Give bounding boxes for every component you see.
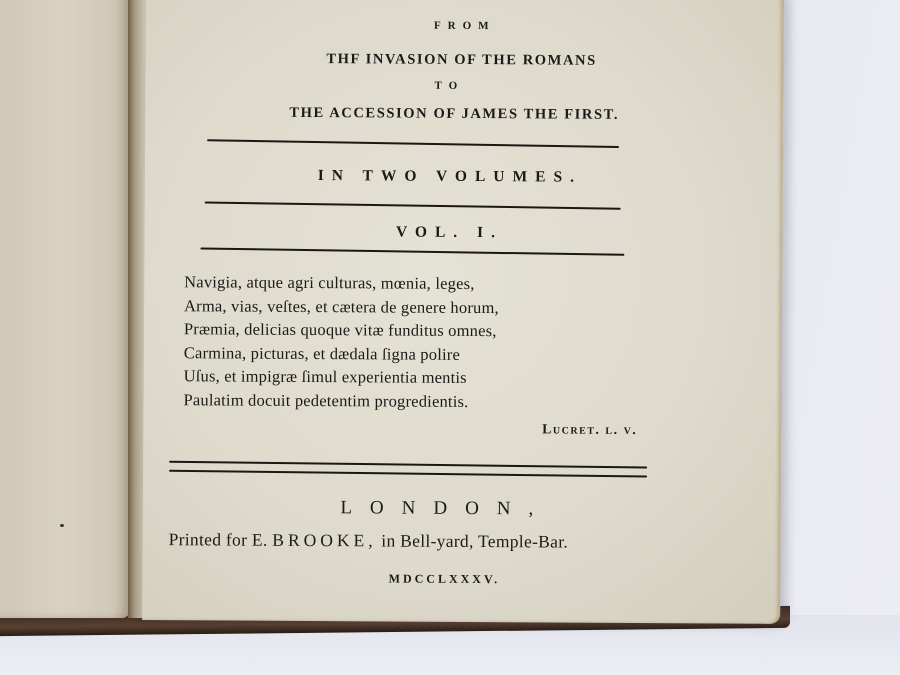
printer-prefix: Printed for E. <box>168 529 268 550</box>
epigraph-line: Navigia, atque agri culturas, mœnia, leges, <box>184 272 475 294</box>
rule-2 <box>205 202 621 210</box>
double-rule-bottom <box>169 470 647 478</box>
volume-number: VOL. I. <box>396 223 504 242</box>
epigraph-line: Præmia, delicias quoque vitæ funditus omnes, <box>183 319 497 341</box>
epigraph-line: Arma, vias, veſtes, et cætera de genere horum, <box>184 295 499 317</box>
rule-3 <box>200 247 624 255</box>
rule-1 <box>207 139 619 148</box>
printer-address: in Bell-yard, Temple-Bar. <box>381 530 569 552</box>
title-from: FROM <box>433 19 496 33</box>
epigraph-line: Paulatim docuit pedetentim progredientis. <box>183 389 469 411</box>
title-accession: THE ACCESSION OF JAMES THE FIRST. <box>289 104 620 123</box>
title-page <box>142 0 784 624</box>
epigraph <box>183 270 499 413</box>
imprint-date: MDCCLXXXV. <box>388 571 501 587</box>
double-rule-top <box>169 461 647 469</box>
epigraph-line: Carmina, picturas, et dædala ſigna polire <box>183 342 461 364</box>
ink-spot <box>60 524 64 527</box>
imprint-printer <box>169 529 569 552</box>
left-page <box>0 0 130 618</box>
title-to: TO <box>434 79 465 92</box>
printer-name: BROOKE, <box>272 529 377 551</box>
volumes-line: IN TWO VOLUMES. <box>317 167 583 186</box>
imprint-city: LONDON, <box>340 497 552 520</box>
title-invasion: THF INVASION OF THE ROMANS <box>326 51 597 69</box>
epigraph-attribution: Lucret. l. v. <box>542 422 638 439</box>
epigraph-line: Uſus, et impigræ ſimul experientia mentis <box>183 366 467 387</box>
